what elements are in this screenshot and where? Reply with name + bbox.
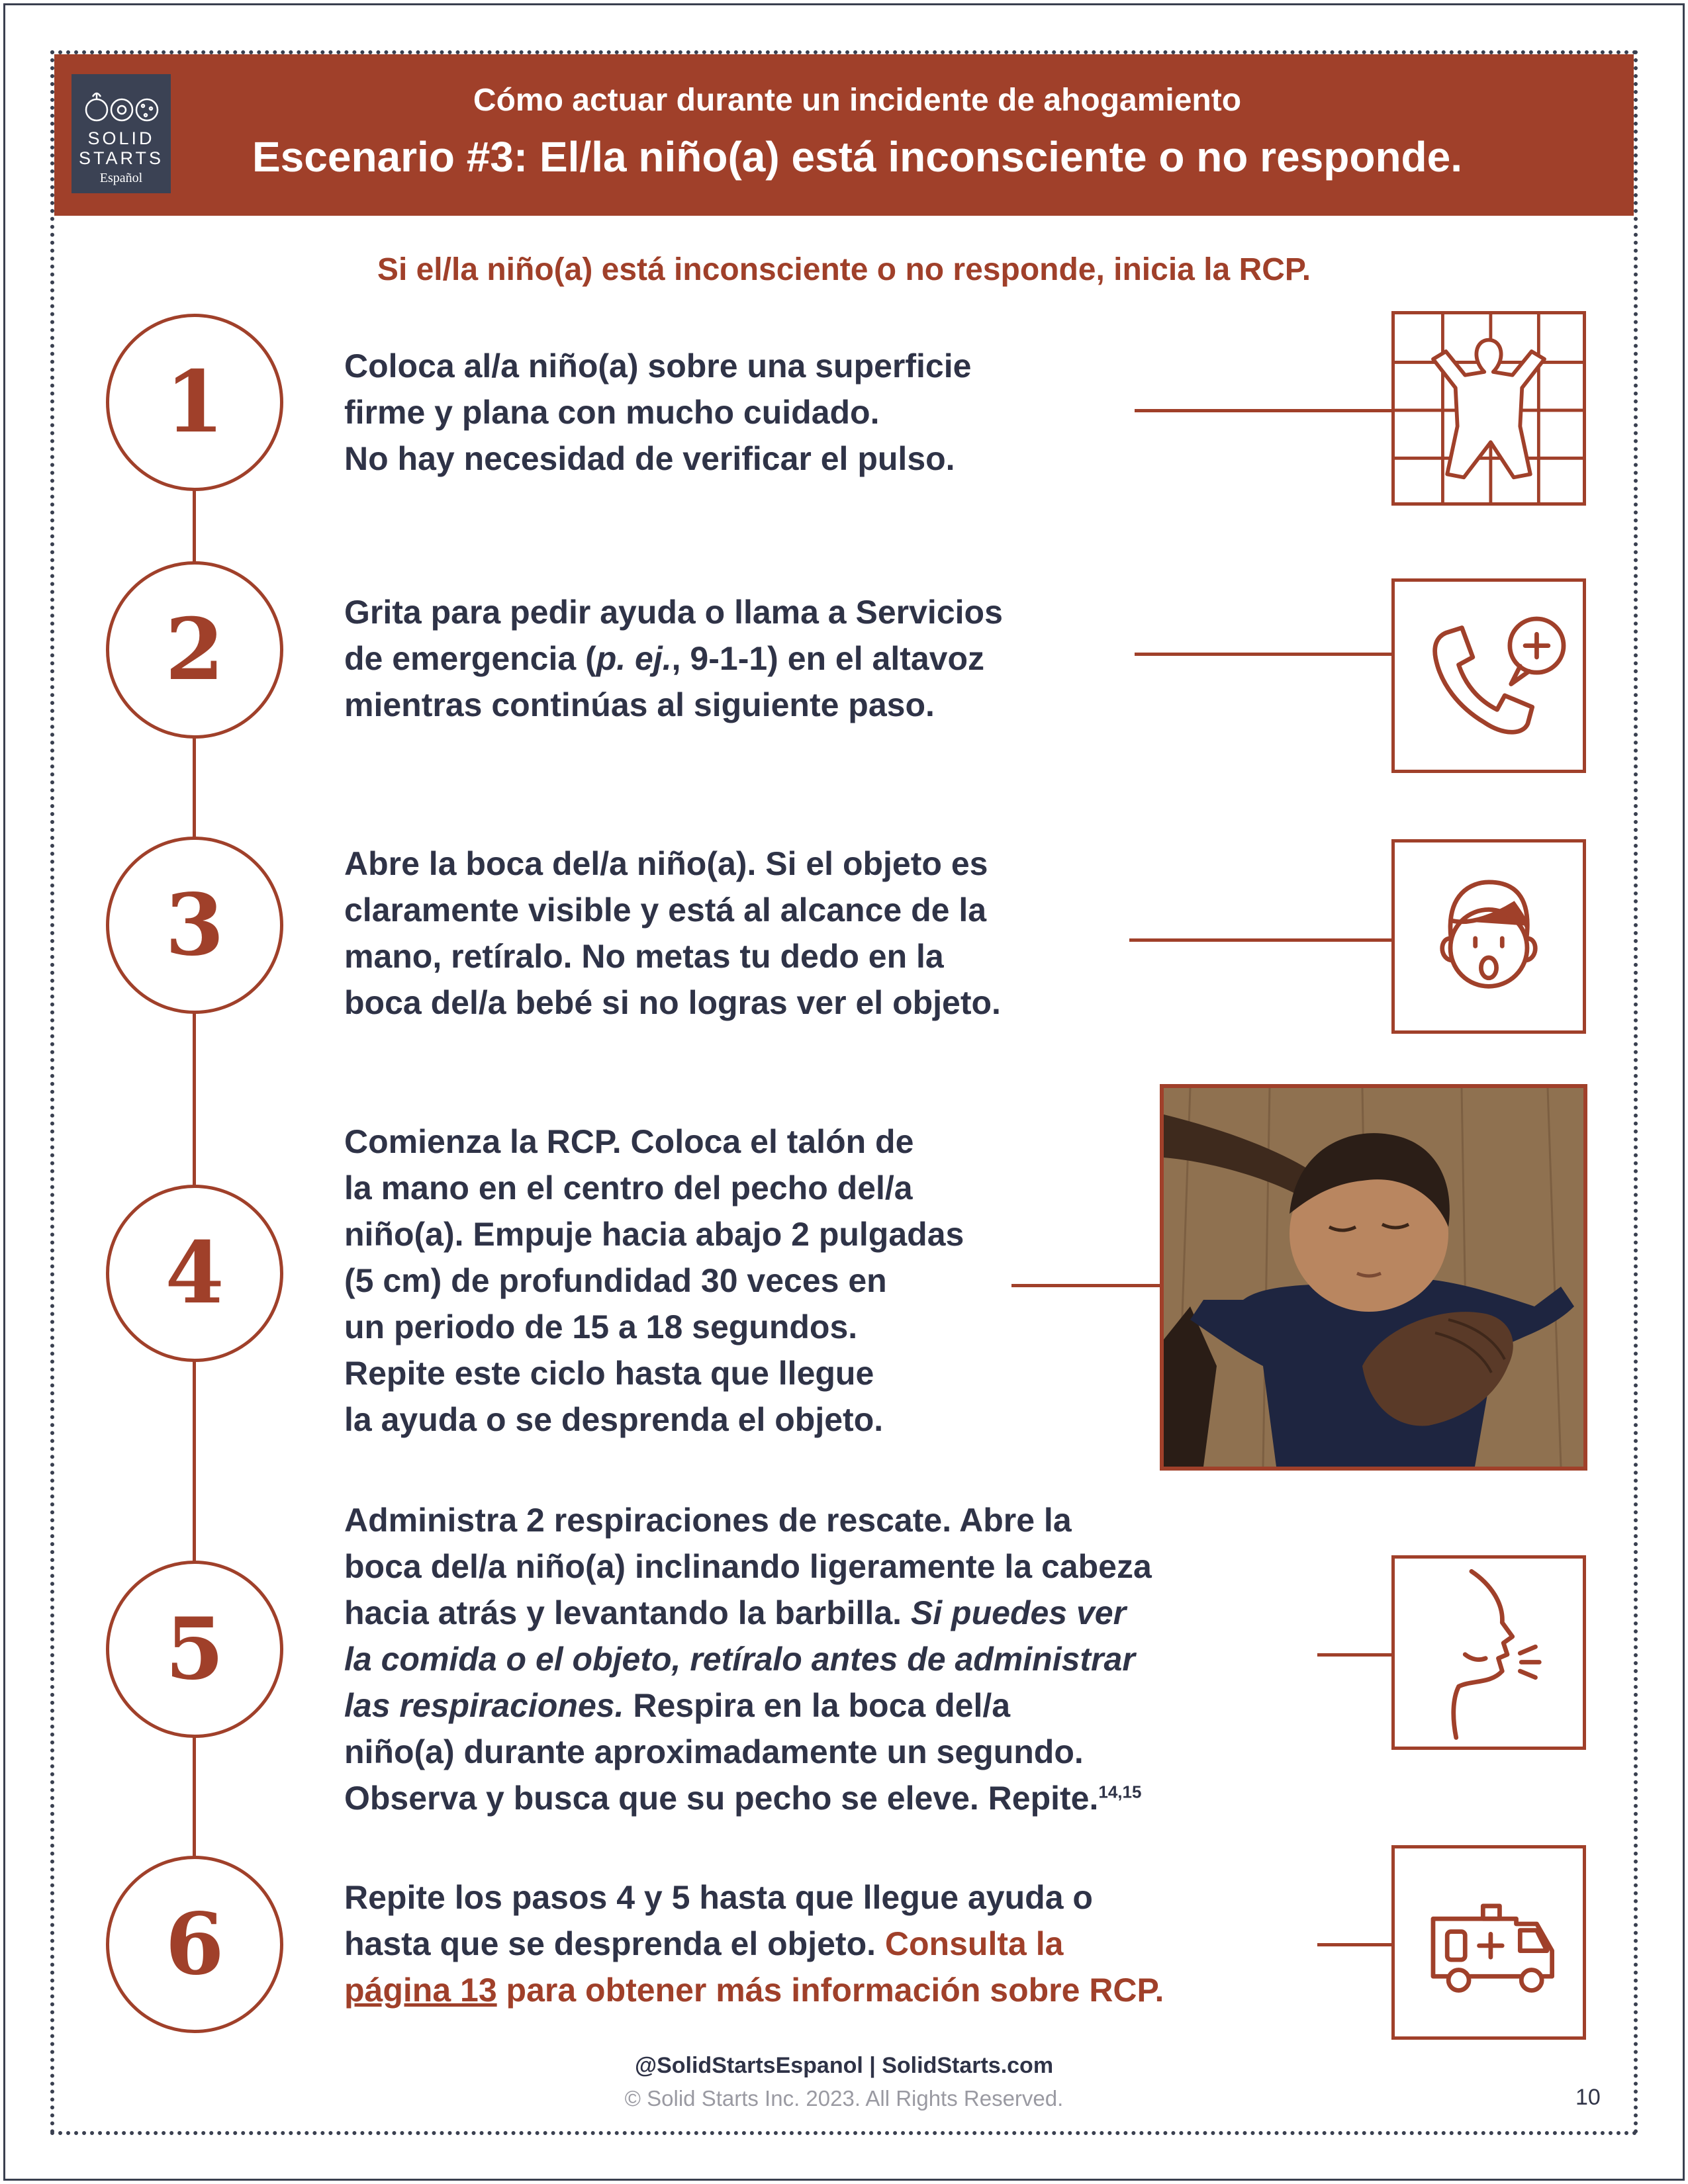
step-4-number — [106, 1185, 283, 1362]
page-number: 10 — [1575, 2085, 1601, 2110]
step-6-line-part: hasta que se desprenda el objeto. — [344, 1925, 885, 1962]
solid-starts-logo — [71, 74, 171, 193]
step-2-line: mientras continúas al siguiente paso. — [344, 686, 935, 723]
step-1-line: Coloca al/a niño(a) sobre una superficie — [344, 347, 972, 385]
step-5-line: boca del/a niño(a) inclinando ligeramente la cabeza — [344, 1548, 1152, 1585]
step-2-number — [106, 561, 283, 739]
step-1-numeral: 1 — [165, 353, 224, 452]
step-3-line: boca del/a bebé si no logras ver el objeto. — [344, 984, 1001, 1021]
step-6-line — [344, 1967, 1164, 2013]
step-3-line: mano, retíralo. No metas tu dedo en la — [344, 938, 944, 975]
step-1-connector — [1135, 409, 1393, 412]
ambulance-icon — [1391, 1845, 1586, 2040]
step-5-connector — [1317, 1653, 1393, 1657]
child-face-open-mouth-icon — [1391, 839, 1586, 1034]
intro-instruction: Si el/la niño(a) está inconsciente o no responde, inicia la RCP. — [377, 252, 1311, 287]
step-4-line: Repite este ciclo hasta que llegue — [344, 1355, 874, 1392]
step-4-connector — [1011, 1284, 1162, 1287]
step-2-connector — [1135, 653, 1393, 656]
step-6-line — [344, 1921, 1164, 1967]
step-5-line — [344, 1775, 1152, 1821]
step-5-text — [344, 1497, 1152, 1821]
step-3-line: claramente visible y está al alcance de la — [344, 891, 987, 929]
footer-copyright: © Solid Starts Inc. 2023. All Rights Reserved. — [624, 2086, 1064, 2111]
step-6-reference-text: para obtener más información sobre RCP. — [496, 1972, 1164, 2009]
step-5-line-italic: las respiraciones. — [344, 1687, 624, 1724]
step-2-text — [344, 589, 1003, 728]
step-4-text — [344, 1118, 964, 1443]
step-1-line: No hay necesidad de verificar el pulso. — [344, 440, 955, 477]
step-2-line-part: , 9-1-1) en el altavoz — [671, 640, 985, 677]
step-5-line: niño(a) durante aproximadamente un segundo. — [344, 1733, 1084, 1770]
step-4-line: Comienza la RCP. Coloca el talón de — [344, 1123, 914, 1160]
step-4-line: niño(a). Empuje hacia abajo 2 pulgadas — [344, 1216, 964, 1253]
step-5-line-italic: la comida o el objeto, retíralo antes de administrar — [344, 1641, 1135, 1678]
step-3-text — [344, 841, 1001, 1026]
step-4-line: (5 cm) de profundidad 30 veces en — [344, 1262, 887, 1299]
step-2-line: Grita para pedir ayuda o llama a Servicios — [344, 594, 1003, 631]
step-6-numeral: 6 — [165, 1895, 224, 1994]
footer-handles: @SolidStartsEspanol | SolidStarts.com — [634, 2053, 1054, 2078]
step-5-line-italic: Si puedes ver — [910, 1594, 1127, 1631]
step-6-connector — [1317, 1943, 1393, 1946]
baby-on-grid-icon — [1391, 311, 1586, 506]
step-5-line-part: Respira en la boca del/a — [624, 1687, 1011, 1724]
step-3-line: Abre la boca del/a niño(a). Si el objeto es — [344, 845, 988, 882]
step-5-line-part: hacia atrás y levantando la barbilla. — [344, 1594, 911, 1631]
step-4-line: la mano en el centro del pecho del/a — [344, 1169, 913, 1206]
step-5-line-part: Observa y busca que su pecho se eleve. Repite. — [344, 1780, 1099, 1817]
rescue-breath-icon — [1391, 1555, 1586, 1750]
step-1-text — [344, 343, 971, 482]
step-6-number — [106, 1856, 283, 2033]
phone-medical-call-icon — [1391, 578, 1586, 773]
step-2-line-part: de emergencia ( — [344, 640, 596, 677]
step-4-numeral: 4 — [165, 1224, 224, 1323]
logo-word-starts: STARTS — [78, 148, 164, 168]
step-4-line: la ayuda o se desprenda el objeto. — [344, 1401, 884, 1438]
header-subtitle: Cómo actuar durante un incidente de ahogamiento — [473, 83, 1242, 118]
step-4-line: un periodo de 15 a 18 segundos. — [344, 1308, 858, 1345]
logo-subtitle: Español — [99, 171, 143, 185]
step-5-line — [344, 1682, 1152, 1729]
step-6-reference-text: Consulta la — [884, 1925, 1064, 1962]
step-1-line: firme y plana con mucho cuidado. — [344, 394, 880, 431]
step-3-numeral: 3 — [165, 876, 224, 975]
step-1-number — [106, 314, 283, 491]
cpr-photo — [1160, 1084, 1587, 1471]
step-5-numeral: 5 — [165, 1600, 224, 1699]
step-2-numeral: 2 — [165, 600, 224, 700]
step-6-text — [344, 1874, 1164, 2013]
step-5-line — [344, 1590, 1152, 1636]
step-3-number — [106, 837, 283, 1014]
logo-word-solid: SOLID — [87, 128, 155, 148]
step-3-connector — [1129, 938, 1393, 942]
step-6-line: Repite los pasos 4 y 5 hasta que llegue ayuda o — [344, 1879, 1093, 1916]
step-5-line — [344, 1636, 1152, 1682]
step-2-line-italic: p. ej. — [596, 640, 672, 677]
header-title: Escenario #3: El/la niño(a) está inconsciente o no responde. — [252, 133, 1463, 181]
citation-superscript: 14,15 — [1098, 1782, 1142, 1802]
step-5-line: Administra 2 respiraciones de rescate. Abre la — [344, 1502, 1072, 1539]
step-2-line — [344, 635, 1003, 682]
page-13-link[interactable]: página 13 — [344, 1972, 497, 2009]
food-doodles-icon — [78, 82, 164, 128]
step-5-number — [106, 1561, 283, 1738]
